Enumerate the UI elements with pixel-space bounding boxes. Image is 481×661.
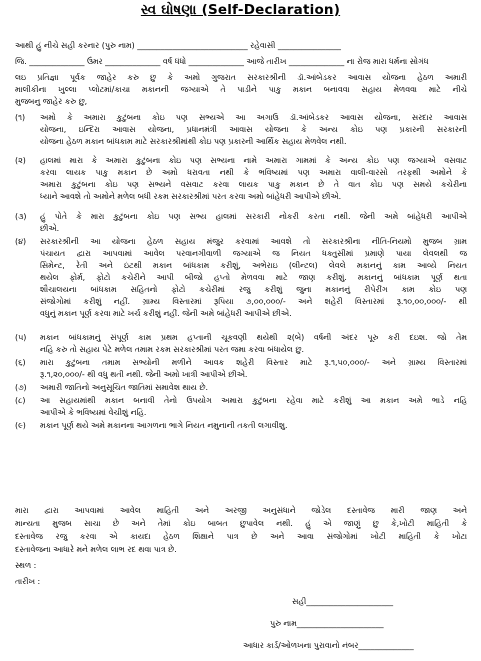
item-line: થયેલ ફોર્મ, ફોટો કચેરીને આપી બીજો હપ્તો મેળવવા માટે જાણ કરીશું. મકાનનું બાંધકામ પૂર્ણ થતા xyxy=(40,273,467,282)
intro-line-4: માલીકીના ખુલ્લા પ્લોટમાં/કાચા મકાનની જગ્યાએ તે પાડીને પાકુ મકાન બનાવવા સહાય મેળવવા માટે નીચે xyxy=(15,85,467,94)
item-number: (૫) xyxy=(15,333,27,342)
item-line: છીએ. xyxy=(40,224,60,233)
item-line: આ સહાયમાંથી મકાન બનાવી તેનો ઉપયોગ અમારા કુટુંબના રહેવા માટે કરીશું આ મકાન અમે ભાડે નહિ xyxy=(40,396,467,405)
item-line: અમારા કુટુંબના કોઇ પણ સભ્યને વસવાટ કરવા લાયક પાકુ મકાન છે તે વાત કોઇ પણ સમયે કચેરીના xyxy=(40,180,467,189)
item-line: ધ્યાને આવશે તો અમોને મળેલ બધી રકમ સરકારશ્રીમાં પરત કરવા અમો બાંહેધરી આપીએ છીએ. xyxy=(40,192,342,201)
item-line: વધુનું મકાન પૂર્ણ કરવા માટે ખર્ચ કરીશું નહીં. જેની અમે બાંહેધરી આપીએ છીએ. xyxy=(40,309,292,318)
item-number: (૭) xyxy=(15,383,27,392)
intro-line-1: આથી હું નીચે સહી કરનાર (પુરુ નામ) ____________________________ રહેવાસી ________________ xyxy=(15,41,342,50)
intro-line-2: જિ. ______________ ઉંમર ______________ વર્ષ ધંધો ______________ આજે તારીખ ______________ ના રોજ મારા ધર્મના સોગંધ xyxy=(15,57,429,66)
item-number: (૬) xyxy=(15,358,26,367)
id-proof-line: આધાર કાર્ડ/ઓળખના પુરાવાનો નંબર______________ xyxy=(243,641,414,650)
intro-line-5: મુજબનુ જાહેર કરુ છુ, xyxy=(15,97,88,106)
item-line: પંચાયત દ્વારા આપવામાં આવેલ પરવાનગીવાળી જગ્યાએ જ નિયત ધક્તુસીમાં પ્રમાણે પાયા લેવલથી જ xyxy=(40,249,467,258)
item-line: મકાન પૂર્ણ થયે અમે મકાનના આગળના ભાગે નિયત નમુનાની તકતી લગાવીશુ. xyxy=(40,421,288,430)
page-title: સ્વ ઘોષણા (Self-Declaration) xyxy=(140,2,341,18)
intro-line-3: લઇ પ્રતિજ્ઞા પૂર્વક જાહેર કરુ છુ કે અમો ગુજરાત સરકારશ્રીની ડૉ.આંબેડકર આવાસ યોજના હેઠળ અમારી xyxy=(15,73,467,82)
item-line: મકાન બાંધકામનું સંપૂર્ણ કામ પ્રથમ હપ્તાની ચૂકવણી થયેથી ૨(બે) વર્ષની અંદર પૂરુ કરી દઇશ. જો તેમ xyxy=(40,333,467,342)
date-label: તારીખ : xyxy=(15,577,41,586)
closing-line-3: દસ્તાવેજ રજુ કરવા એ કાયદા હેઠળ શિક્ષાને પાત્ર છે અને આવા સંજોગોમાં ખોટી માહિતી કે ખોટા xyxy=(15,532,467,541)
item-line: સરકારશ્રીની આ યોજના હેઠળ સહાય મંજુર કરવામાં આવશે તો સરકારશ્રીના નીતિ-નિયમો મુજબ ગ્રામ xyxy=(40,237,467,246)
item-line: સંજોગોમાં કરીશું નહીં. ગ્રામ્ય વિસ્તારમાં રૂપિયા ૭,૦૦,૦૦૦/- અને શહેરી વિસ્તારમાં રૂ.૧૦,૦૦,૦૦૦/- થી xyxy=(40,297,467,306)
signature-line: સહી______________________ xyxy=(292,597,394,606)
closing-line-4: દસ્તાવેજના આધારે મને મળેલ લાભ રદ થવા પાત્ર છે. xyxy=(15,545,177,554)
item-line: યોજના, ઇન્દિરા આવાસ યોજના, પ્રધાનમંત્રી આવાસ યોજના કે અન્ય કોઇ પણ પ્રકારની સરકારની xyxy=(40,125,467,134)
item-line: અમારી જાતિનો અનુસૂચિત જાતિમાં સમાવેશ થાય છે. xyxy=(40,383,208,392)
item-line: સિમેન્ટ, રેતી અને ઇંટથી મકાન બાંધકામ કરીશું, અભેરાઇ (લીન્ટલ) લેવલે મકાનનું કામ આવ્યે નિયત xyxy=(40,261,467,270)
item-line: મારા કુટુંબના તમામ સભ્યોની મળીને આવક શહેરી વિસ્તાર માટે રૂ.૧,૫૦,૦૦૦/- અને ગ્રામ્ય વિસ્તારમાં xyxy=(40,358,467,367)
item-line: આપીએ કે ભવિષ્યમાં વેચીશું નહિ. xyxy=(40,408,147,417)
item-line: નહિ કરુ તો સહાય પેટે મળેલ તમામ રકમ સરકારશ્રીમાં પરત જમા કરવા બંધાયેલ છુ. xyxy=(40,345,304,354)
item-line: યોજના હેઠળ મકાન બાંધકામ માટે સરકારશ્રીમાંથી કોઇ પણ પ્રકારની આર્થિક સહાય મેળવેલ નથી. xyxy=(40,137,347,146)
item-number: (૧) xyxy=(15,113,26,122)
item-line: હું પોતે કે મારા કુટુંબના કોઇ પણ સભ્ય હાલમાં સરકારી નોકરી કરતા નથી. જેની અમે બાંહેધરી આપીએ xyxy=(40,212,467,221)
closing-line-2: માન્યતા મુજબ સાચા છે અને તેમાં કોઇ બાબત છુપાવેલ નથી. હું એ જાણું છુ કે,ખોટી માહિતી કે xyxy=(15,519,467,528)
place-label: સ્થળ : xyxy=(15,561,37,570)
item-number: (૪) xyxy=(15,237,27,246)
item-number: (૨) xyxy=(15,156,26,165)
item-line: કરવા લાયક પાકુ મકાન છે અમો ધરાવતા નથી કે ભવિષ્યમાં પણ અમારા વાલી-વારસો તરફથી અમોને કે xyxy=(40,168,467,177)
item-number: (૩) xyxy=(15,212,27,221)
closing-line-1: મારા દ્વારા આપવામાં આવેલ માહિતી અને અરજી અનુસંધાને જોડેલ દસ્તાવેજ મારી જાણ અને xyxy=(15,506,467,515)
item-line: શૌચાલયના બાંધકામ સહિતનો ફોટો કચેરીમાં રજુ કરીશું જુના મકાનનું રીપેરીંગ કામ કોઇ પણ xyxy=(40,285,467,294)
item-line: અમો કે અમારા કુટુંબના કોઇ પણ સભ્યએ આ અગાઉ ડૉ.આંબેડકર આવાસ યોજના, સરદાર આવાસ xyxy=(40,113,467,122)
item-line: રૂ.૧,૨૦,૦૦૦/- થી વધુ થતી નથી. જેની અમો ખાત્રી આપીએ છીએ. xyxy=(40,370,248,379)
item-number: (૮) xyxy=(15,396,26,405)
item-number: (૯) xyxy=(15,421,26,430)
full-name-line: પુરુ નામ______________________ xyxy=(270,619,384,628)
item-line: હાલમાં મારા કે અમારા કુટુંબના કોઇ પણ સભ્યના નામે અમારા ગામમાં કે અન્ય કોઇ પણ જગ્યાએ વસવાટ xyxy=(40,156,467,165)
